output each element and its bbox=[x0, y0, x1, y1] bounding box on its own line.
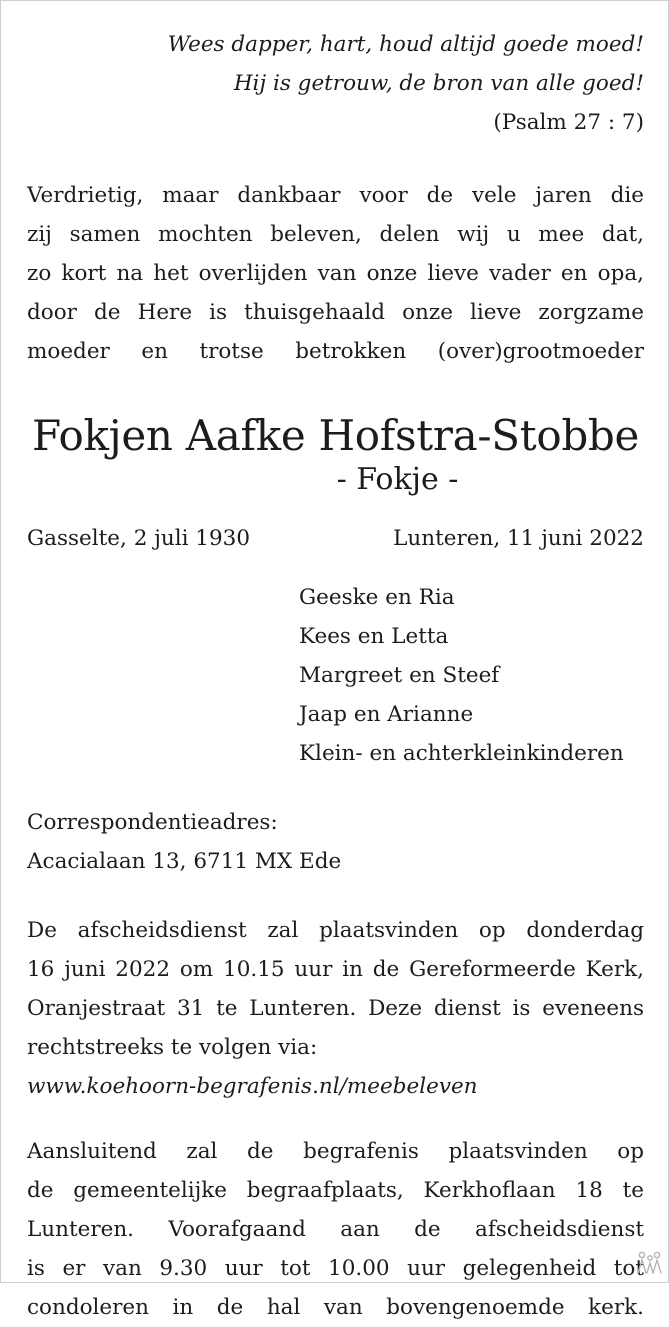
verse-reference: (Psalm 27 : 7) bbox=[493, 110, 644, 135]
burial-line: condoleren in de hal van bovengenoemde kerk. bbox=[27, 1295, 644, 1320]
intro-paragraph bbox=[27, 176, 644, 371]
intro-line: door de Here is thuisgehaald onze lieve zorgzame bbox=[27, 300, 644, 325]
correspondence-street: Acacialaan 13, 6711 MX Ede bbox=[27, 849, 342, 874]
psalm-verse bbox=[27, 25, 644, 142]
burial-line: Lunteren. Voorafgaand aan de afscheidsdienst bbox=[27, 1217, 644, 1242]
burial-paragraph bbox=[27, 1132, 644, 1327]
service-paragraph bbox=[27, 911, 644, 1106]
death-place-date: Lunteren, 11 juni 2022 bbox=[393, 526, 644, 551]
family-member: Margreet en Steef bbox=[299, 663, 500, 688]
obituary-notice bbox=[27, 25, 644, 1327]
service-line: 16 juni 2022 om 10.15 uur in de Gereformeerde Kerk, bbox=[27, 957, 644, 982]
livestream-link[interactable]: www.koehoorn-begrafenis.nl/meebeleven bbox=[27, 1074, 478, 1099]
family-figures-icon bbox=[636, 1250, 662, 1276]
family-member: Jaap en Arianne bbox=[299, 702, 474, 727]
birth-place-date: Gasselte, 2 juli 1930 bbox=[27, 526, 251, 551]
intro-line: moeder en trotse betrokken (over)grootmoeder bbox=[27, 339, 644, 364]
service-line: Oranjestraat 31 te Lunteren. Deze dienst is eveneens bbox=[27, 996, 644, 1021]
verse-line-2: Hij is getrouw, de bron van alle goed! bbox=[233, 71, 644, 96]
intro-line: zo kort na het overlijden van onze lieve vader en opa, bbox=[27, 261, 644, 286]
burial-line: Aansluitend zal de begrafenis plaatsvinden op bbox=[27, 1139, 644, 1164]
deceased-nickname: - Fokje - bbox=[336, 462, 459, 497]
life-dates bbox=[27, 519, 644, 558]
deceased-name: Fokjen Aafke Hofstra-Stobbe bbox=[31, 411, 640, 460]
intro-line: zij samen mochten beleven, delen wij u mee dat, bbox=[27, 222, 644, 247]
family-member: Klein- en achterkleinkinderen bbox=[299, 741, 624, 766]
family-member: Geeske en Ria bbox=[299, 585, 455, 610]
burial-line: is er van 9.30 uur tot 10.00 uur gelegenheid tot bbox=[27, 1256, 644, 1281]
family-list bbox=[27, 578, 644, 773]
verse-line-1: Wees dapper, hart, houd altijd goede moed! bbox=[167, 32, 644, 57]
intro-line: Verdrietig, maar dankbaar voor de vele jaren die bbox=[27, 183, 644, 208]
service-line: De afscheidsdienst zal plaatsvinden op donderdag bbox=[27, 918, 644, 943]
correspondence-label: Correspondentieadres: bbox=[27, 810, 278, 835]
correspondence-address bbox=[27, 803, 644, 881]
service-line: rechtstreeks te volgen via: bbox=[27, 1035, 318, 1060]
burial-line: de gemeentelijke begraafplaats, Kerkhoflaan 18 te bbox=[27, 1178, 644, 1203]
family-member: Kees en Letta bbox=[299, 624, 449, 649]
